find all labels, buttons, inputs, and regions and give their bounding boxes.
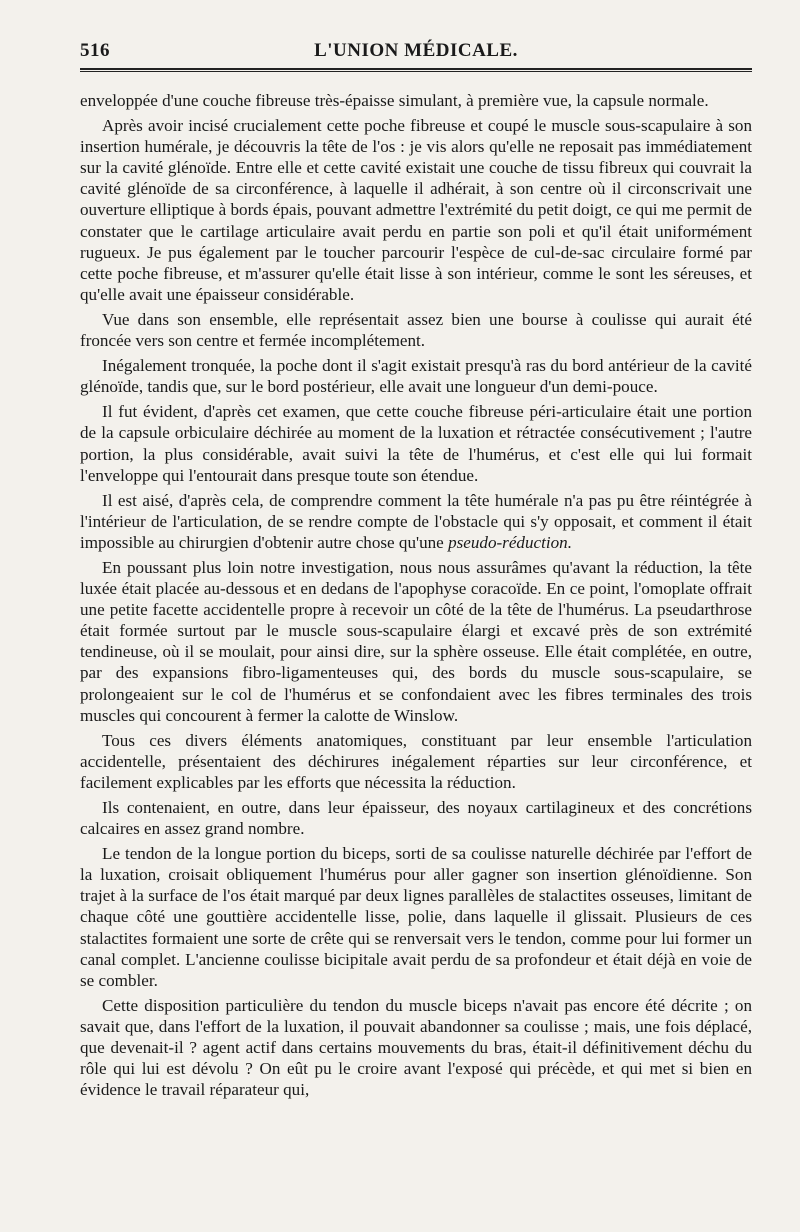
paragraph: Il fut évident, d'après cet examen, que cette couche fibreuse péri-articulaire était une portion de la capsule orbiculaire déchirée au moment de la luxation et rétractée consécutivement ; l'autre portion, la plus considérable, avait suivi la tête de l'humérus, et c'est elle qui lui formait l'enveloppe qui l'entourait dans presque toute son étendue. bbox=[80, 402, 752, 485]
paragraph: Le tendon de la longue portion du biceps, sorti de sa coulisse naturelle déchirée par l'effort de la luxation, croisait obliquement l'humérus pour aller gagner son insertion glénoïdienne. Son trajet à la surface de l'os était marqué par deux lignes parallèles de stalactites osseuses, limitant de chaque côté une gouttière accidentelle lisse, polie, dans laquelle il glissait. Plusieurs de ces stalactites formaient une sorte de crête qui se renversait vers le tendon, comme pour lui former un canal complet. L'ancienne coulisse bicipitale avait perdu de sa profondeur et était déjà en voie de se combler. bbox=[80, 844, 752, 990]
page-number: 516 bbox=[80, 40, 110, 61]
italic-term: pseudo-réduction. bbox=[448, 532, 572, 552]
paragraph: Ils contenaient, en outre, dans leur épaisseur, des noyaux cartilagineux et des concrétions calcaires en assez grand nombre. bbox=[80, 798, 752, 839]
page-header bbox=[80, 40, 752, 62]
article-body bbox=[80, 90, 752, 1100]
paragraph: Il est aisé, d'après cela, de comprendre comment la tête humérale n'a pas pu être réintégrée à l'intérieur de l'articulation, de se rendre compte de l'obstacle qui s'y opposait, et comment il était impossible au chirurgien d'obtenir autre chose qu'une pseudo-réduction. bbox=[80, 490, 752, 552]
paragraph: Tous ces divers éléments anatomiques, constituant par leur ensemble l'articulation accidentelle, présentaient des déchirures inégalement réparties sur leur circonférence, et facilement explicables par les efforts que nécessita la réduction. bbox=[80, 730, 752, 792]
paragraph: enveloppée d'une couche fibreuse très-épaisse simulant, à première vue, la capsule normale. bbox=[80, 91, 709, 110]
header-rule bbox=[80, 68, 752, 72]
journal-title: L'UNION MÉDICALE. bbox=[314, 40, 518, 61]
paragraph: Après avoir incisé crucialement cette poche fibreuse et coupé le muscle sous-scapulaire à son insertion humérale, je découvris la tête de l'os : je vis alors qu'elle ne reposait pas immédiatement sur la cavité glénoïde. Entre elle et cette cavité existait une couche de tissu fibreux qui couvrait la cavité glénoïde de sa circonférence, à laquelle il adhérait, à son centre où il circonscrivait une ouverture elliptique à bords épais, pouvant admettre l'extrémité du petit doigt, ce qui me permit de constater que le cartilage articulaire avait perdu en partie son poli et qu'il était uniformément rugueux. Je pus également par le toucher parcourir l'espèce de cul-de-sac circulaire formé par cette poche fibreuse, et m'assurer qu'elle était lisse à son intérieur, comme le sont les séreuses, et qu'elle avait une épaisseur considérable. bbox=[80, 116, 752, 304]
paragraph: Vue dans son ensemble, elle représentait assez bien une bourse à coulisse qui aurait été froncée vers son centre et fermée incomplétement. bbox=[80, 309, 752, 351]
paragraph: Cette disposition particulière du tendon du muscle biceps n'avait pas encore été décrite ; on savait que, dans l'effort de la luxation, il pouvait abandonner sa coulisse ; mais, une fois déplacé, que devenait-il ? agent actif dans certains mouvements du bras, était-il définitivement déchu du rôle qui lui est dévolu ? On eût pu le croire avant l'exposé qui précède, et qui met si bien en évidence le travail réparateur qui, bbox=[80, 995, 752, 1100]
paragraph: En poussant plus loin notre investigation, nous nous assurâmes qu'avant la réduction, la tête luxée était placée au-dessous et en dedans de l'apophyse coracoïde. En ce point, l'omoplate offrait une petite facette accidentelle propre à recevoir un côté de la tête de l'humérus. La pseudarthrose était formée surtout par le muscle sous-scapulaire élargi et excavé près de son extrémité tendineuse, où il se moulait, pour ainsi dire, sur la sphère osseuse. Elle était complétée, en outre, par des expansions fibro-ligamenteuses qui, des bords du muscle sous-scapulaire, se prolongeaient sur le col de l'humérus et se confondaient avec les fibres terminales des trois muscles qui concourent à fermer la calotte de Winslow. bbox=[80, 557, 752, 725]
paragraph: Inégalement tronquée, la poche dont il s'agit existait presqu'à ras du bord antérieur de la cavité glénoïde, tandis que, sur le bord postérieur, elle avait une longueur d'un demi-pouce. bbox=[80, 356, 752, 397]
